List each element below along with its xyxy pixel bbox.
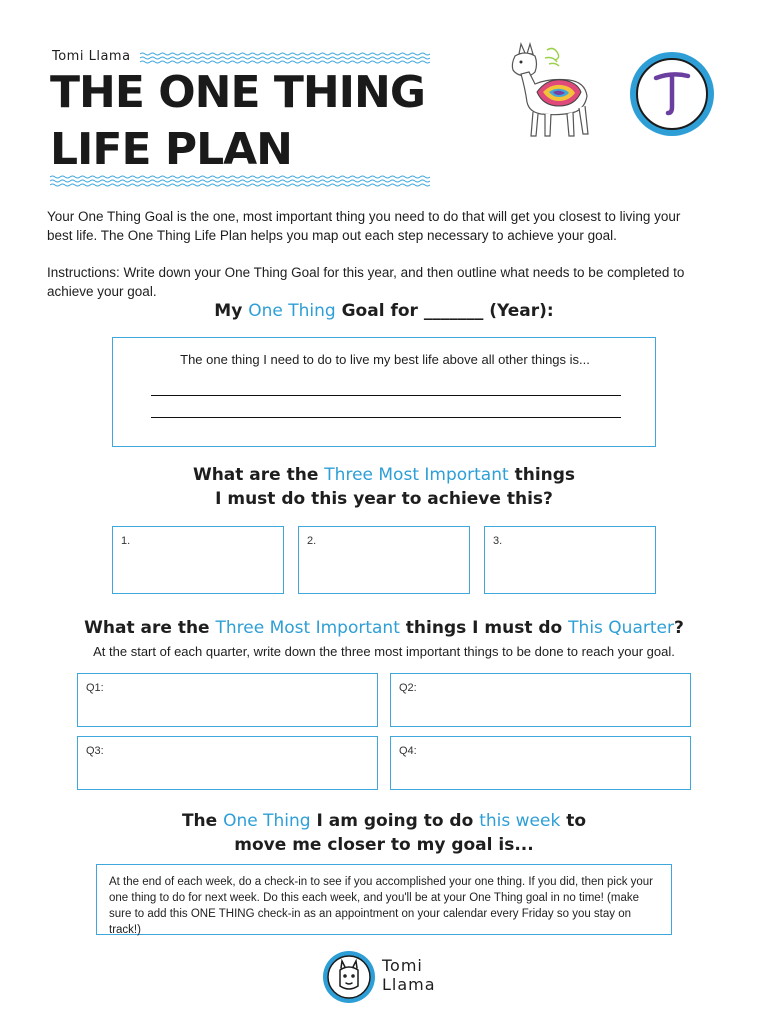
quarter-box-label: Q4: [399, 745, 417, 757]
quarter-box-label: Q3: [86, 745, 104, 757]
quarter-box-q2[interactable] [390, 673, 691, 727]
instructions-paragraph: Instructions: Write down your One Thing Goal for this year, and then outline what needs to be completed to achieve your goal. [47, 265, 685, 299]
year-box-3[interactable] [484, 526, 656, 594]
year-box-1[interactable] [112, 526, 284, 594]
year-heading: What are the Three Most Important things I must do this year to achieve this? [192, 465, 576, 509]
quarter-box-label: Q2: [399, 682, 417, 694]
intro-paragraph: Your One Thing Goal is the one, most important thing you need to do that will get you closest to living your best life. The One Thing Life Plan helps you map out each step necessary to achieve your goal. [47, 209, 681, 243]
quarter-box-q4[interactable] [390, 736, 691, 790]
goal-line-2[interactable] [151, 417, 621, 418]
week-body-text: At the end of each week, do a check-in to see if you accomplished your one thing. If you did, then pick your one thing to do for next week. Do this each week, and you'll be at your One Thing goal in no time! (make sure to add this ONE THING check-in as an appointment on your calendar every Friday so you stay on track!) [109, 876, 654, 936]
title-line-1: THE ONE THING [50, 67, 425, 118]
goal-heading: My One Thing Goal for _______ (Year): [214, 301, 554, 321]
quarter-box-q3[interactable] [77, 736, 378, 790]
year-box-2[interactable] [298, 526, 470, 594]
year-box-label: 2. [307, 535, 317, 547]
quarter-box-q1[interactable] [77, 673, 378, 727]
goal-box[interactable] [112, 337, 656, 447]
wave-divider-bottom [50, 175, 430, 187]
year-box-label: 3. [493, 535, 503, 547]
quarter-heading: What are the Three Most Important things I must do This Quarter? [84, 618, 684, 638]
llama-face-logo-icon [322, 950, 376, 1004]
week-box[interactable] [96, 864, 672, 935]
goal-prompt: The one thing I need to do to live my best life above all other things is... [180, 352, 590, 367]
footer-logo-text: Tomi Llama [382, 956, 436, 994]
quarter-box-label: Q1: [86, 682, 104, 694]
wave-divider-top [140, 52, 430, 64]
llama-illustration [505, 42, 597, 142]
goal-line-1[interactable] [151, 395, 621, 396]
brand-name: Tomi Llama [52, 49, 131, 64]
year-box-label: 1. [121, 535, 131, 547]
quarter-subtitle: At the start of each quarter, write down the three most important things to be done to reach your goal. [93, 644, 675, 659]
title-line-2: LIFE PLAN [50, 124, 293, 175]
week-heading: The One Thing I am going to do this week to move me closer to my goal is... [181, 811, 587, 855]
tomi-t-logo-icon [628, 50, 716, 138]
